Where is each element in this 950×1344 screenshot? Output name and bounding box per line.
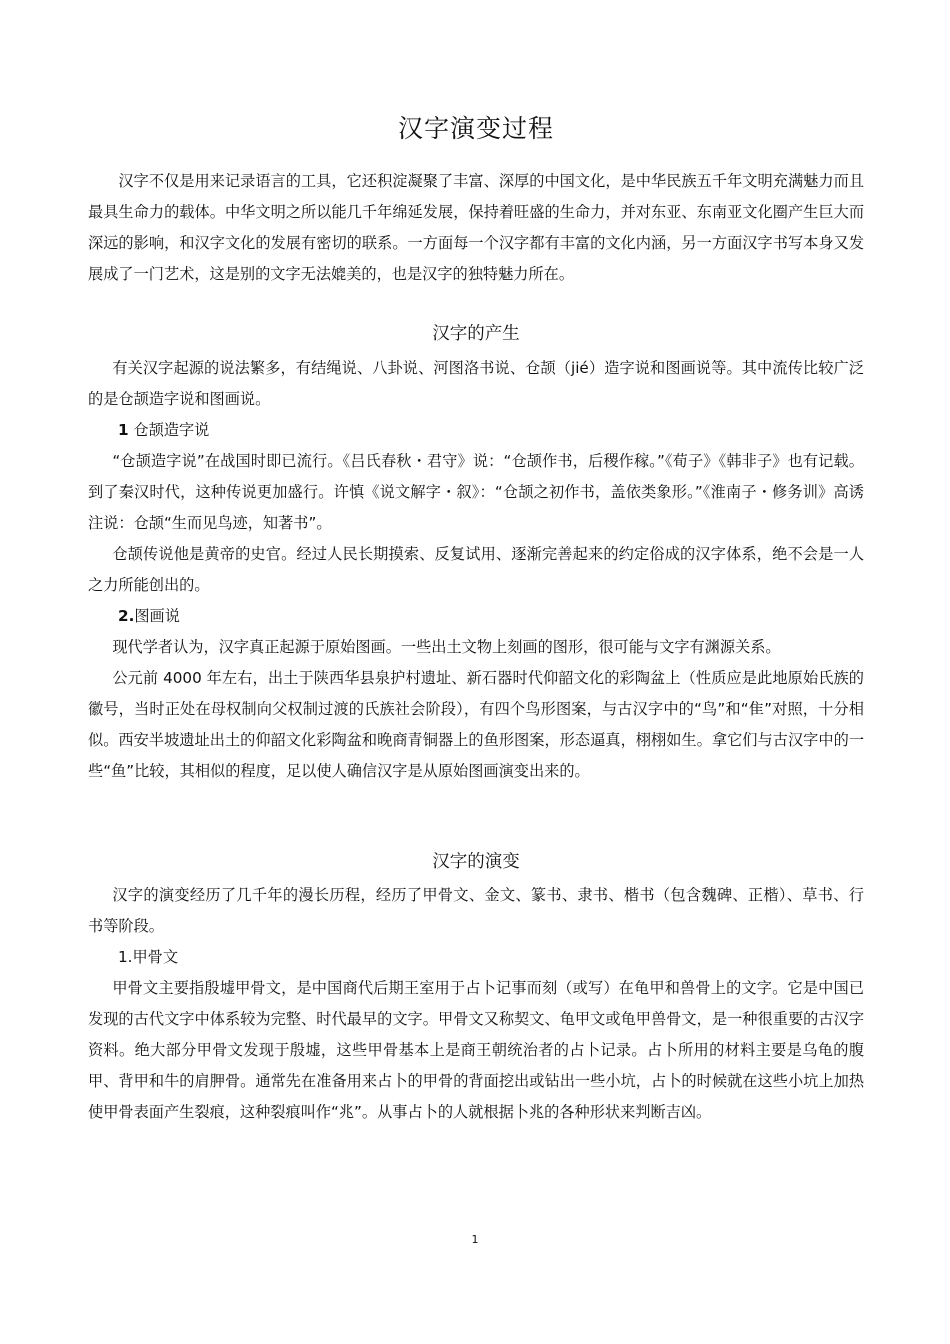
subheading-oracle-bone: 1.甲骨文 bbox=[118, 948, 179, 966]
origin-paragraph-5: 公元前 4000 年左右，出土于陕西华县泉护村遗址、新石器时代仰韶文化的彩陶盆上（性质应是此地原始氏族的徽号，当时正处在母权制向父权制过渡的氏族社会阶段），有四个鸟形图案，与古汉字中的“鸟”和“隹”对照，十分相似。西安半坡遗址出土的仰韶文化彩陶盆和晚商青铜器上的鱼形图案，形态逼真，栩栩如生。拿它们与古汉字中的一些“鱼”比较，其相似的程度，足以使人确信汉字是从原始图画演变出来的。 bbox=[88, 669, 864, 780]
section-heading-origin: 汉字的产生 bbox=[432, 324, 520, 344]
subheading-label: 图画说 bbox=[134, 607, 180, 625]
subheading-number: 1 bbox=[118, 421, 129, 439]
origin-paragraph-4: 现代学者认为，汉字真正起源于原始图画。一些出土文物上刻画的图形，很可能与文字有渊源关系。 bbox=[112, 638, 781, 656]
origin-paragraph-3: 仓颉传说他是黄帝的史官。经过人民长期摸索、反复试用、逐渐完善起来的约定俗成的汉字体系，绝不会是一人之力所能创出的。 bbox=[88, 545, 864, 594]
origin-paragraph-1: 有关汉字起源的说法繁多，有结绳说、八卦说、河图洛书说、仓颉（jié）造字说和图画说等。其中流传比较广泛的是仓颉造字说和图画说。 bbox=[88, 359, 864, 408]
evolution-paragraph-2: 甲骨文主要指殷墟甲骨文，是中国商代后期王室用于占卜记事而刻（或写）在龟甲和兽骨上的文字。它是中国已发现的古代文字中体系较为完整、时代最早的文字。甲骨文又称契文、龟甲文或龟甲兽骨文，是一种很重要的古汉字资料。绝大部分甲骨文发现于殷墟，这些甲骨基本上是商王朝统治者的占卜记录。占卜所用的材料主要是乌龟的腹甲、背甲和牛的肩胛骨。通常先在准备用来占卜的甲骨的背面挖出或钻出一些小坑，占卜的时候就在这些小坑上加热使甲骨表面产生裂痕，这种裂痕叫作“兆”。从事占卜的人就根据卜兆的各种形状来判断吉凶。 bbox=[88, 979, 864, 1121]
subheading-label: 仓颉造字说 bbox=[128, 421, 210, 439]
subheading-pictograph bbox=[118, 601, 180, 632]
evolution-paragraph-1: 汉字的演变经历了几千年的漫长历程，经历了甲骨文、金文、篆书、隶书、楷书（包含魏碑、正楷）、草书、行书等阶段。 bbox=[88, 886, 864, 935]
section-heading-evolution: 汉字的演变 bbox=[432, 852, 520, 872]
subheading-cangjie bbox=[118, 415, 209, 446]
document-title: 汉字演变过程 bbox=[397, 114, 554, 143]
subheading-number: 2. bbox=[118, 607, 135, 625]
intro-paragraph: 汉字不仅是用来记录语言的工具，它还积淀凝聚了丰富、深厚的中国文化，是中华民族五千年文明充满魅力而且最具生命力的载体。中华文明之所以能几千年绵延发展，保持着旺盛的生命力，并对东亚、东南亚文化圈产生巨大而深远的影响，和汉字文化的发展有密切的联系。一方面每一个汉字都有丰富的文化内涵，另一方面汉字书写本身又发展成了一门艺术，这是别的文字无法媲美的，也是汉字的独特魅力所在。 bbox=[88, 172, 864, 283]
page-number: 1 bbox=[471, 1233, 479, 1246]
origin-paragraph-2: “仓颉造字说”在战国时即已流行。《吕氏春秋・君守》说：“仓颉作书，后稷作稼。”《荀子》《韩非子》也有记载。到了秦汉时代，这种传说更加盛行。许慎《说文解字・叙》：“仓颉之初作书，盖依类象形。”《淮南子・修务训》高诱注说：仓颉“生而见鸟迹，知著书”。 bbox=[88, 452, 864, 532]
